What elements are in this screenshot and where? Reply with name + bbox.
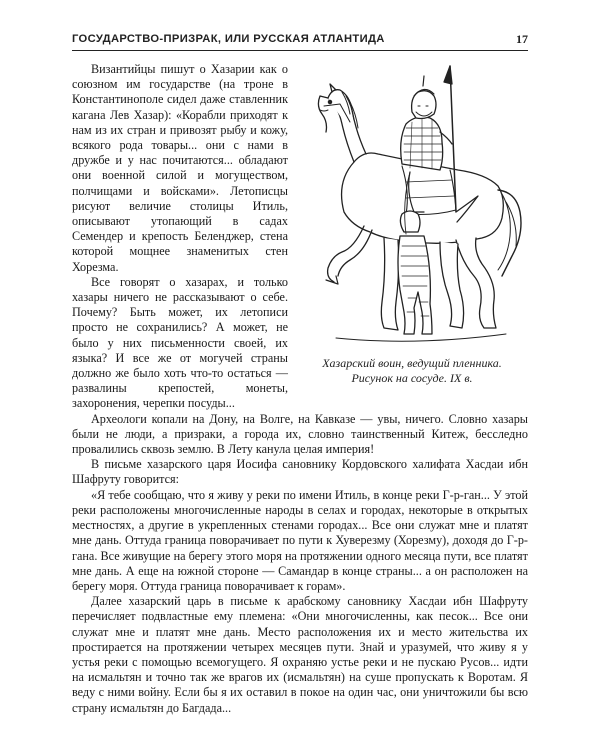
header-title: ГОСУДАРСТВО-ПРИЗРАК, ИЛИ РУССКАЯ АТЛАНТИДА bbox=[72, 33, 385, 45]
paragraph-5: «Я тебе сообщаю, что я живу у реки по имени Итиль, в конце реки Г-р-ган... У этой реки расположены многочисленные народы в селах и городах, некоторые в открытых местностях, а другие в укрепленных стенами городах... Все они служат мне и платят мне дань. Оттуда граница поворачивает по пути к Хуверезму (Хорезму), доходя до Г-р-гана. Все живущие на берегу этого моря на протяжении одного месяца пути, все платят мне дань. А еще на южной стороне — Самандар в конце страны... а он расположен на берегу моря. Оттуда граница поворачивает к горам». bbox=[72, 487, 528, 593]
caption-line-1: Хазарский воин, ведущий пленника. bbox=[322, 356, 502, 370]
paragraph-3: Археологи копали на Дону, на Волге, на Кавказе — увы, ничего. Словно хазары были не люди, а призраки, а города их, словно таинственный Китеж, бесследно провалились сквозь землю. В Лету канула целая империя! bbox=[72, 411, 528, 457]
khazar-warrior-illustration bbox=[306, 62, 528, 354]
paragraph-6: Далее хазарский царь в письме к арабскому сановнику Хасдаи ибн Шафруту перечисляет подвластные ему племена: «Они многочисленны, как песок... Все они служат мне и платят мне дань. Место расположения их и место жительства их простирается на протяжении четырех месяцев пути. Знай и уразумей, что живу я у устья реки с помощью всемогущего. Я охраняю устье реки и не пускаю Русов... идти на исмальтян и точно так же врагов их (исмальтян) на суше пропускать к Воротам. Я веду с ними войну. Если бы я их оставил в покое на один час, они уничтожили бы всю страну исмальтян до Багдада... bbox=[72, 594, 528, 715]
paragraph-1: Византийцы пишут о Хазарии как о союзном им государстве (на троне в Константинополе сидел даже ставленник кагана Лев Хазар): «Корабли приходят к нам из их стран и привозят рыбу и кожу, всякого рода товары... они с нами в дружбе и у нас почитаются... обладают они военной силой и могуществом, полчищами и войсками». Летописцы рисуют величие столицы Итиль, описывают утопающий в садах Семендер и крепость Беленджер, стена которой мощнее знаменитых стен Хорезма. bbox=[72, 62, 288, 274]
running-header bbox=[72, 30, 528, 51]
page-number: 17 bbox=[516, 32, 528, 46]
paragraph-2: Все говорят о хазарах, и только хазары ничего не рассказывают о себе. Почему? Быть может, их летописи просто не сохранились? А может, не было у них письменности своей, их языка? И все же от могучей страны должно же было хоть что-то остаться — развалины крепостей, монеты, захоронения, черепки посуды... bbox=[72, 274, 288, 411]
figure-caption bbox=[296, 356, 528, 386]
paragraph-4: В письме хазарского царя Иосифа сановнику Кордовского халифата Хасдаи ибн Шафруту говорится: bbox=[72, 457, 528, 487]
main-text bbox=[72, 62, 528, 716]
caption-line-2: Рисунок на сосуде. IX в. bbox=[351, 371, 473, 385]
figure bbox=[296, 62, 528, 400]
